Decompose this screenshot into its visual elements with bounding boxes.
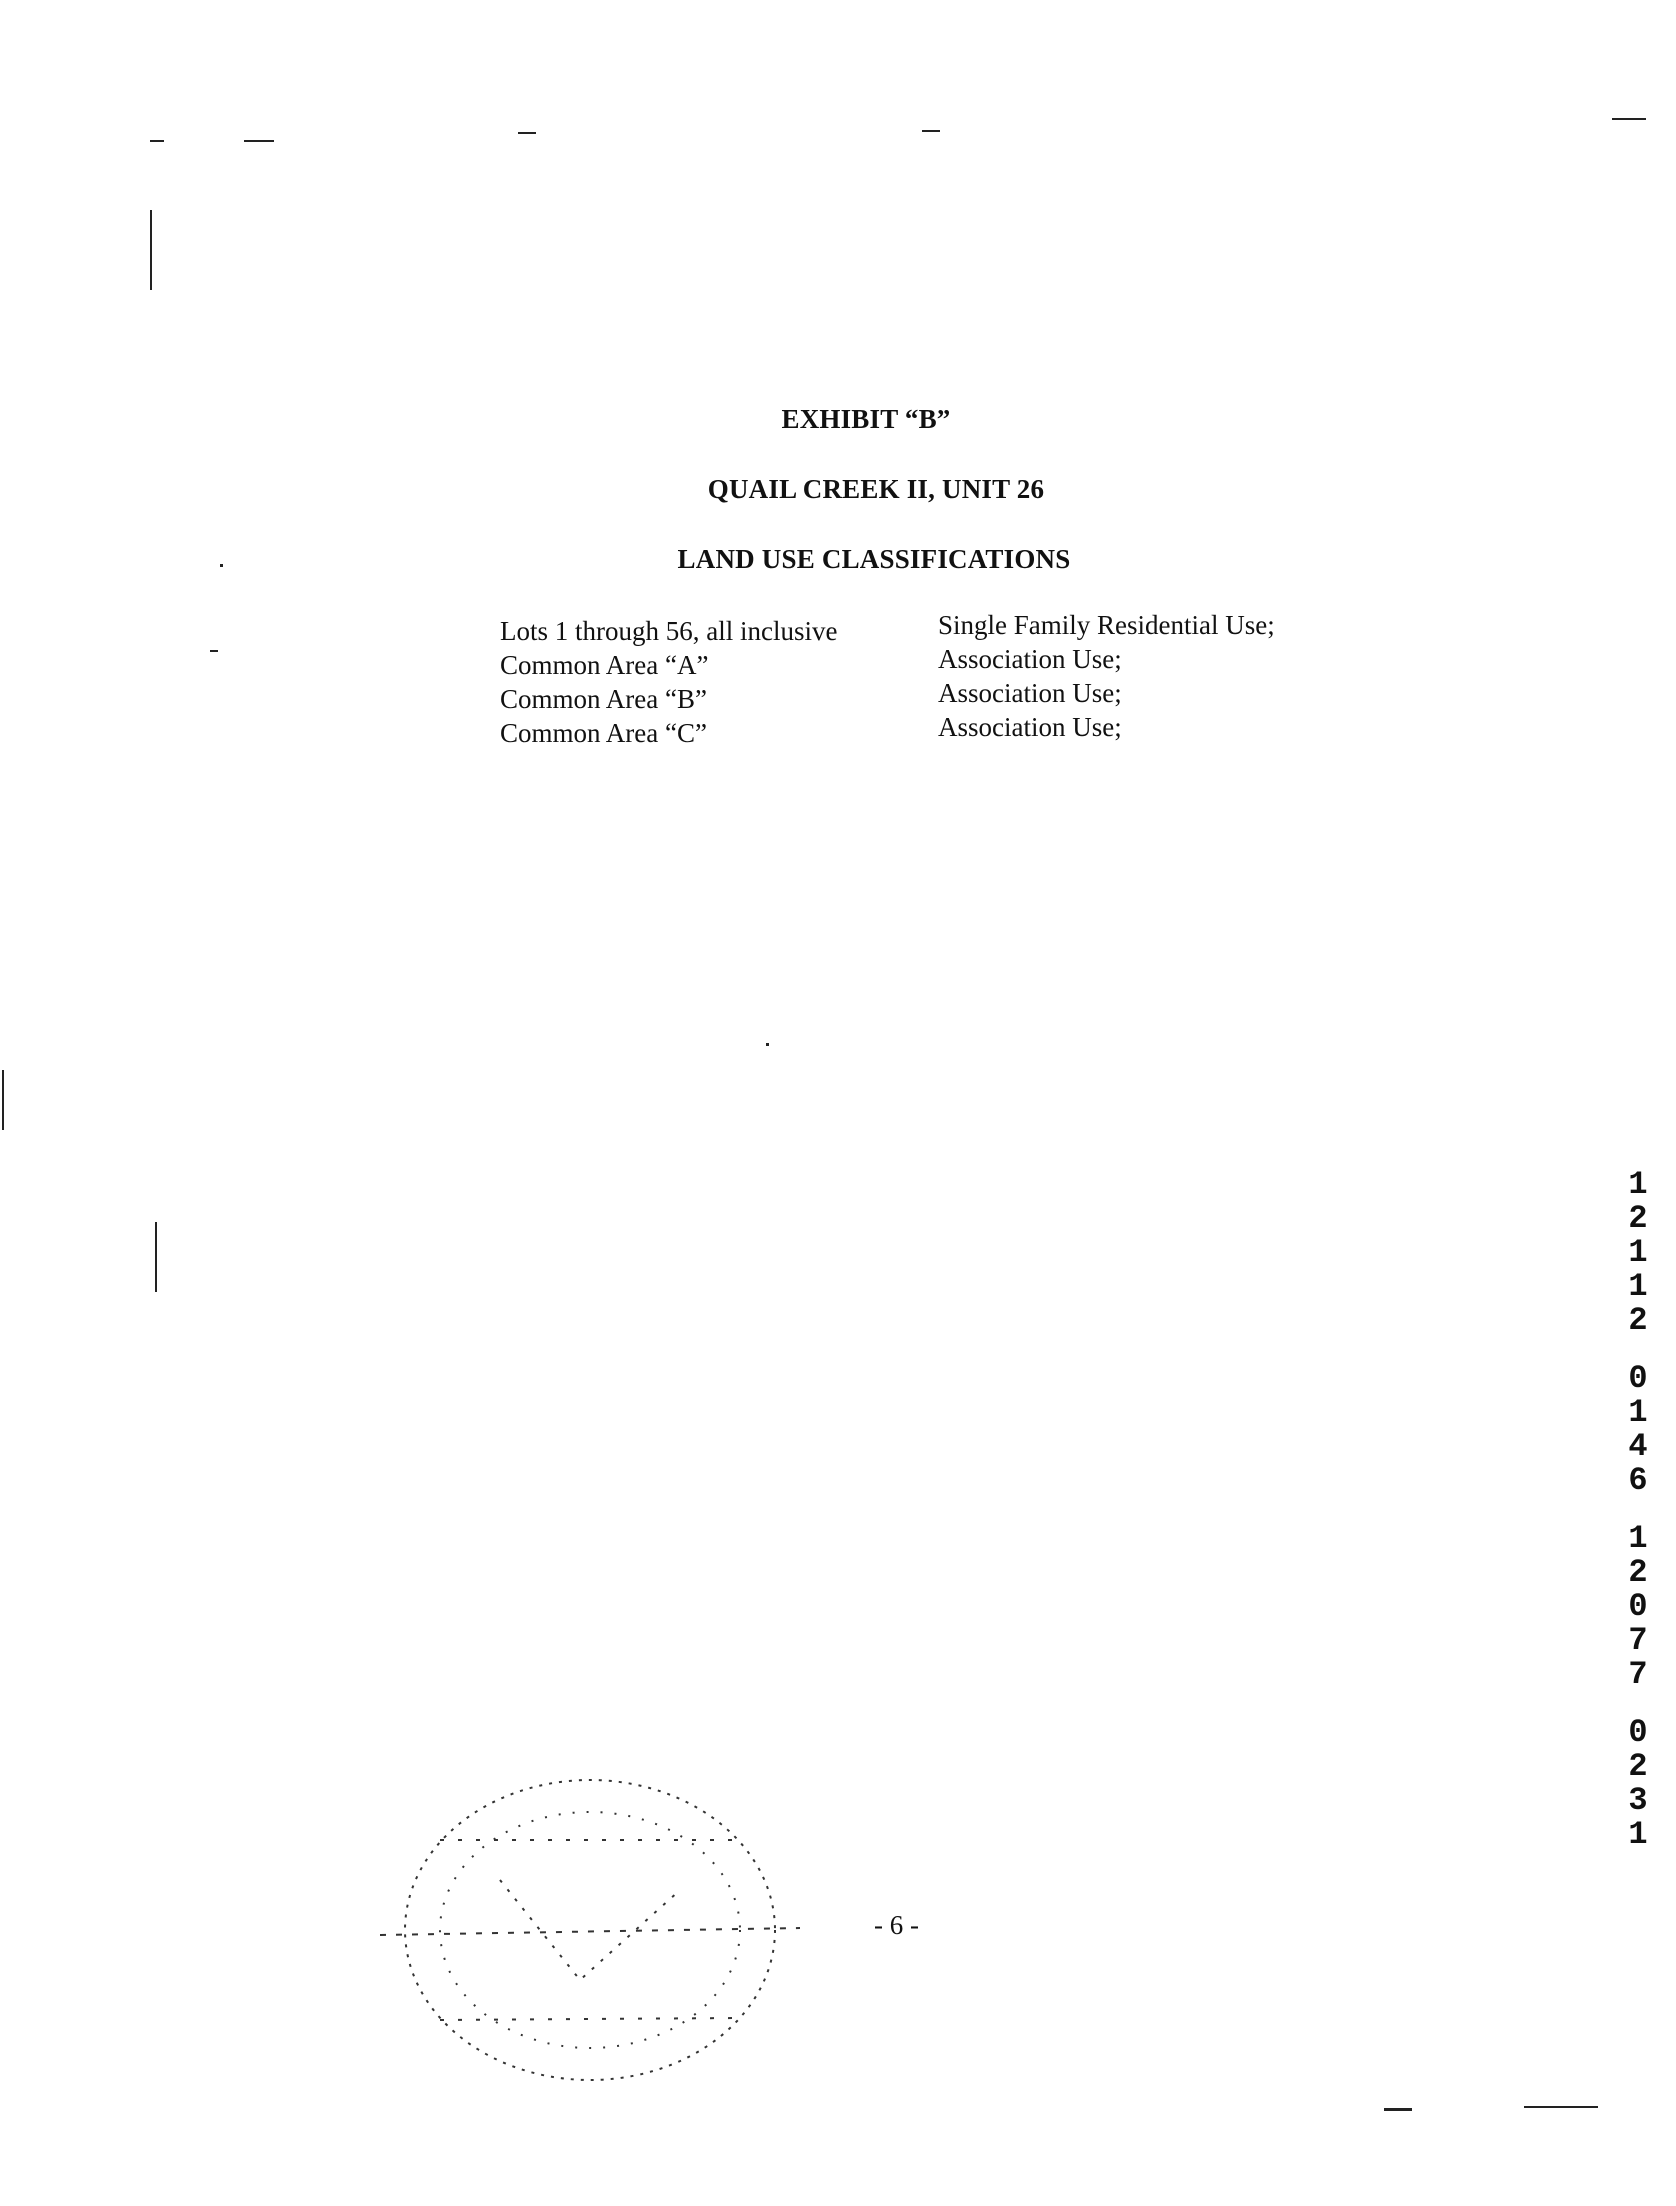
- scan-artifact-mark: [766, 1043, 769, 1046]
- stamp-digit: 2: [1628, 1748, 1648, 1785]
- stamp-digit: 1: [1628, 1234, 1648, 1271]
- stamp-digit: 0: [1628, 1588, 1648, 1625]
- stamp-digit: 3: [1628, 1782, 1648, 1819]
- exhibit-title: EXHIBIT “B”: [781, 404, 951, 434]
- stamp-digit: 2: [1628, 1554, 1648, 1591]
- stamp-group: [1618, 1522, 1658, 1692]
- stamp-digit: 2: [1628, 1200, 1648, 1237]
- stamp-digit: 0: [1628, 1360, 1648, 1397]
- scan-artifact-mark: [1524, 2106, 1598, 2108]
- classification-area: Common Area “B”: [500, 684, 707, 714]
- stamp-digit: 0: [1628, 1714, 1648, 1751]
- classification-area: Common Area “A”: [500, 650, 709, 680]
- scan-artifact-mark: [1612, 118, 1646, 120]
- scan-artifact-mark: [210, 650, 218, 652]
- section-title: LAND USE CLASSIFICATIONS: [677, 544, 1071, 574]
- stamp-digit: 1: [1628, 1394, 1648, 1431]
- stamp-group: [1618, 1362, 1658, 1498]
- scan-artifact-mark: [155, 1222, 157, 1292]
- subdivision-title: QUAIL CREEK II, UNIT 26: [707, 474, 1045, 504]
- stamp-digit: 6: [1628, 1462, 1648, 1499]
- scan-artifact-mark: [244, 140, 274, 142]
- scan-artifact-mark: [150, 140, 164, 142]
- classification-use: Association Use;: [938, 712, 1122, 742]
- classification-use: Association Use;: [938, 678, 1122, 708]
- stamp-digit: 1: [1628, 1166, 1648, 1203]
- stamp-digit: 4: [1628, 1428, 1648, 1465]
- stamp-group: [1618, 1168, 1658, 1338]
- stamp-digit: 7: [1628, 1622, 1648, 1659]
- classification-area: Common Area “C”: [500, 718, 707, 748]
- scan-artifact-mark: [922, 130, 940, 132]
- scan-artifact-mark: [150, 210, 152, 290]
- scan-artifact-mark: [1384, 2108, 1412, 2111]
- classification-area: Lots 1 through 56, all inclusive: [500, 616, 838, 646]
- page-number: - 6 -: [874, 1910, 919, 1940]
- classification-use: Single Family Residential Use;: [938, 610, 1275, 640]
- stamp-digit: 7: [1628, 1656, 1648, 1693]
- stamp-digit: 1: [1628, 1520, 1648, 1557]
- notary-seal-icon: [380, 1760, 840, 2090]
- stamp-digit: 1: [1628, 1268, 1648, 1305]
- classification-use: Association Use;: [938, 644, 1122, 674]
- stamp-digit: 1: [1628, 1816, 1648, 1853]
- scan-artifact-mark: [518, 132, 536, 134]
- stamp-digit: 2: [1628, 1302, 1648, 1339]
- scan-artifact-mark: [2, 1070, 4, 1130]
- recording-stamp-numbers: [1618, 1168, 1658, 1876]
- stamp-group: [1618, 1716, 1658, 1852]
